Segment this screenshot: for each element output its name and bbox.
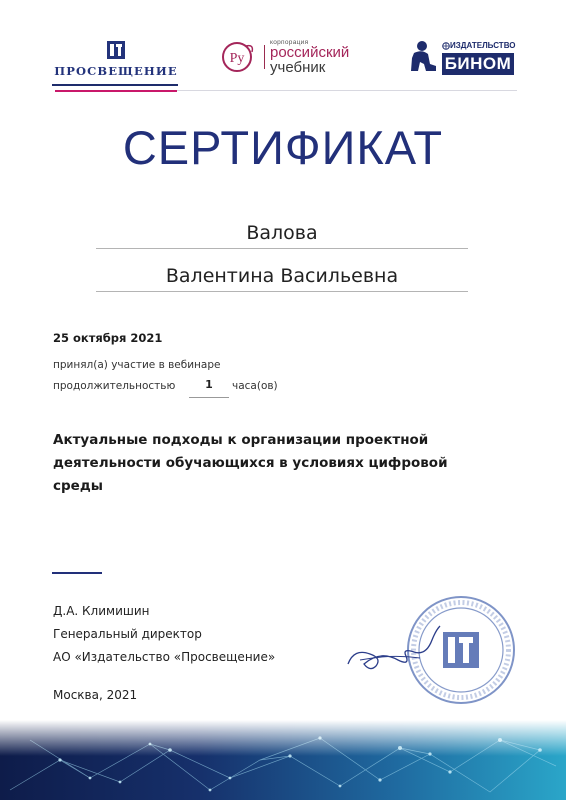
name-underline: [96, 291, 468, 292]
signatory-name: Д.А. Климишин: [53, 604, 150, 618]
certificate-title: СЕРТИФИКАТ: [122, 121, 444, 174]
rosuchebnik-wordmark-line1: российский: [270, 44, 350, 61]
recipient-name: Валентина Васильевна: [165, 265, 399, 287]
binom-wordmark: БИНОМ: [442, 53, 514, 75]
webinar-topic: [53, 429, 493, 498]
header-divider: [177, 90, 517, 91]
rosuchebnik-emblem-icon: [220, 40, 258, 74]
rosuchebnik-caption: корпорация: [270, 39, 309, 46]
binom-caption: ИЗДАТЕЛЬСТВО: [450, 41, 516, 50]
prosveshchenie-logo: [52, 40, 180, 92]
header-accent-line: [55, 90, 177, 92]
city-year: Москва, 2021: [53, 688, 138, 702]
logo-underline: [52, 84, 178, 86]
handwritten-signature: [340, 620, 450, 680]
webinar-topic-line: деятельности обучающихся в условиях цифровой: [53, 455, 448, 471]
globe-icon: [442, 42, 450, 50]
prosveshchenie-emblem-icon: [106, 40, 126, 60]
binom-logo: [408, 40, 516, 80]
rosuchebnik-emblem-text: Ру: [229, 51, 245, 66]
rosuchebnik-wordmark-line2: учебник: [270, 59, 326, 76]
prosveshchenie-wordmark: ПРОСВЕЩЕНИЕ: [54, 64, 178, 78]
footer-network-graphic: [0, 720, 566, 800]
duration-unit: часа(ов): [232, 380, 278, 392]
webinar-topic-line: среды: [53, 478, 103, 494]
surname-underline: [96, 248, 468, 249]
event-date: 25 октября 2021: [53, 331, 163, 345]
webinar-topic-line: Актуальные подходы к организации проектной: [53, 432, 429, 448]
duration-label: продолжительностью: [53, 380, 176, 392]
duration-underline: [189, 397, 229, 398]
duration-value: 1: [205, 378, 213, 391]
signatory-position: Генеральный директор: [53, 627, 202, 641]
logo-divider: [264, 45, 265, 69]
signatory-company: АО «Издательство «Просвещение»: [53, 650, 276, 664]
signature-accent-line: [52, 572, 102, 574]
participation-text: принял(а) участие в вебинаре: [53, 359, 221, 371]
recipient-surname: Валова: [246, 222, 318, 244]
rosuchebnik-logo: [220, 38, 380, 78]
thinker-figure-icon: [408, 40, 440, 76]
